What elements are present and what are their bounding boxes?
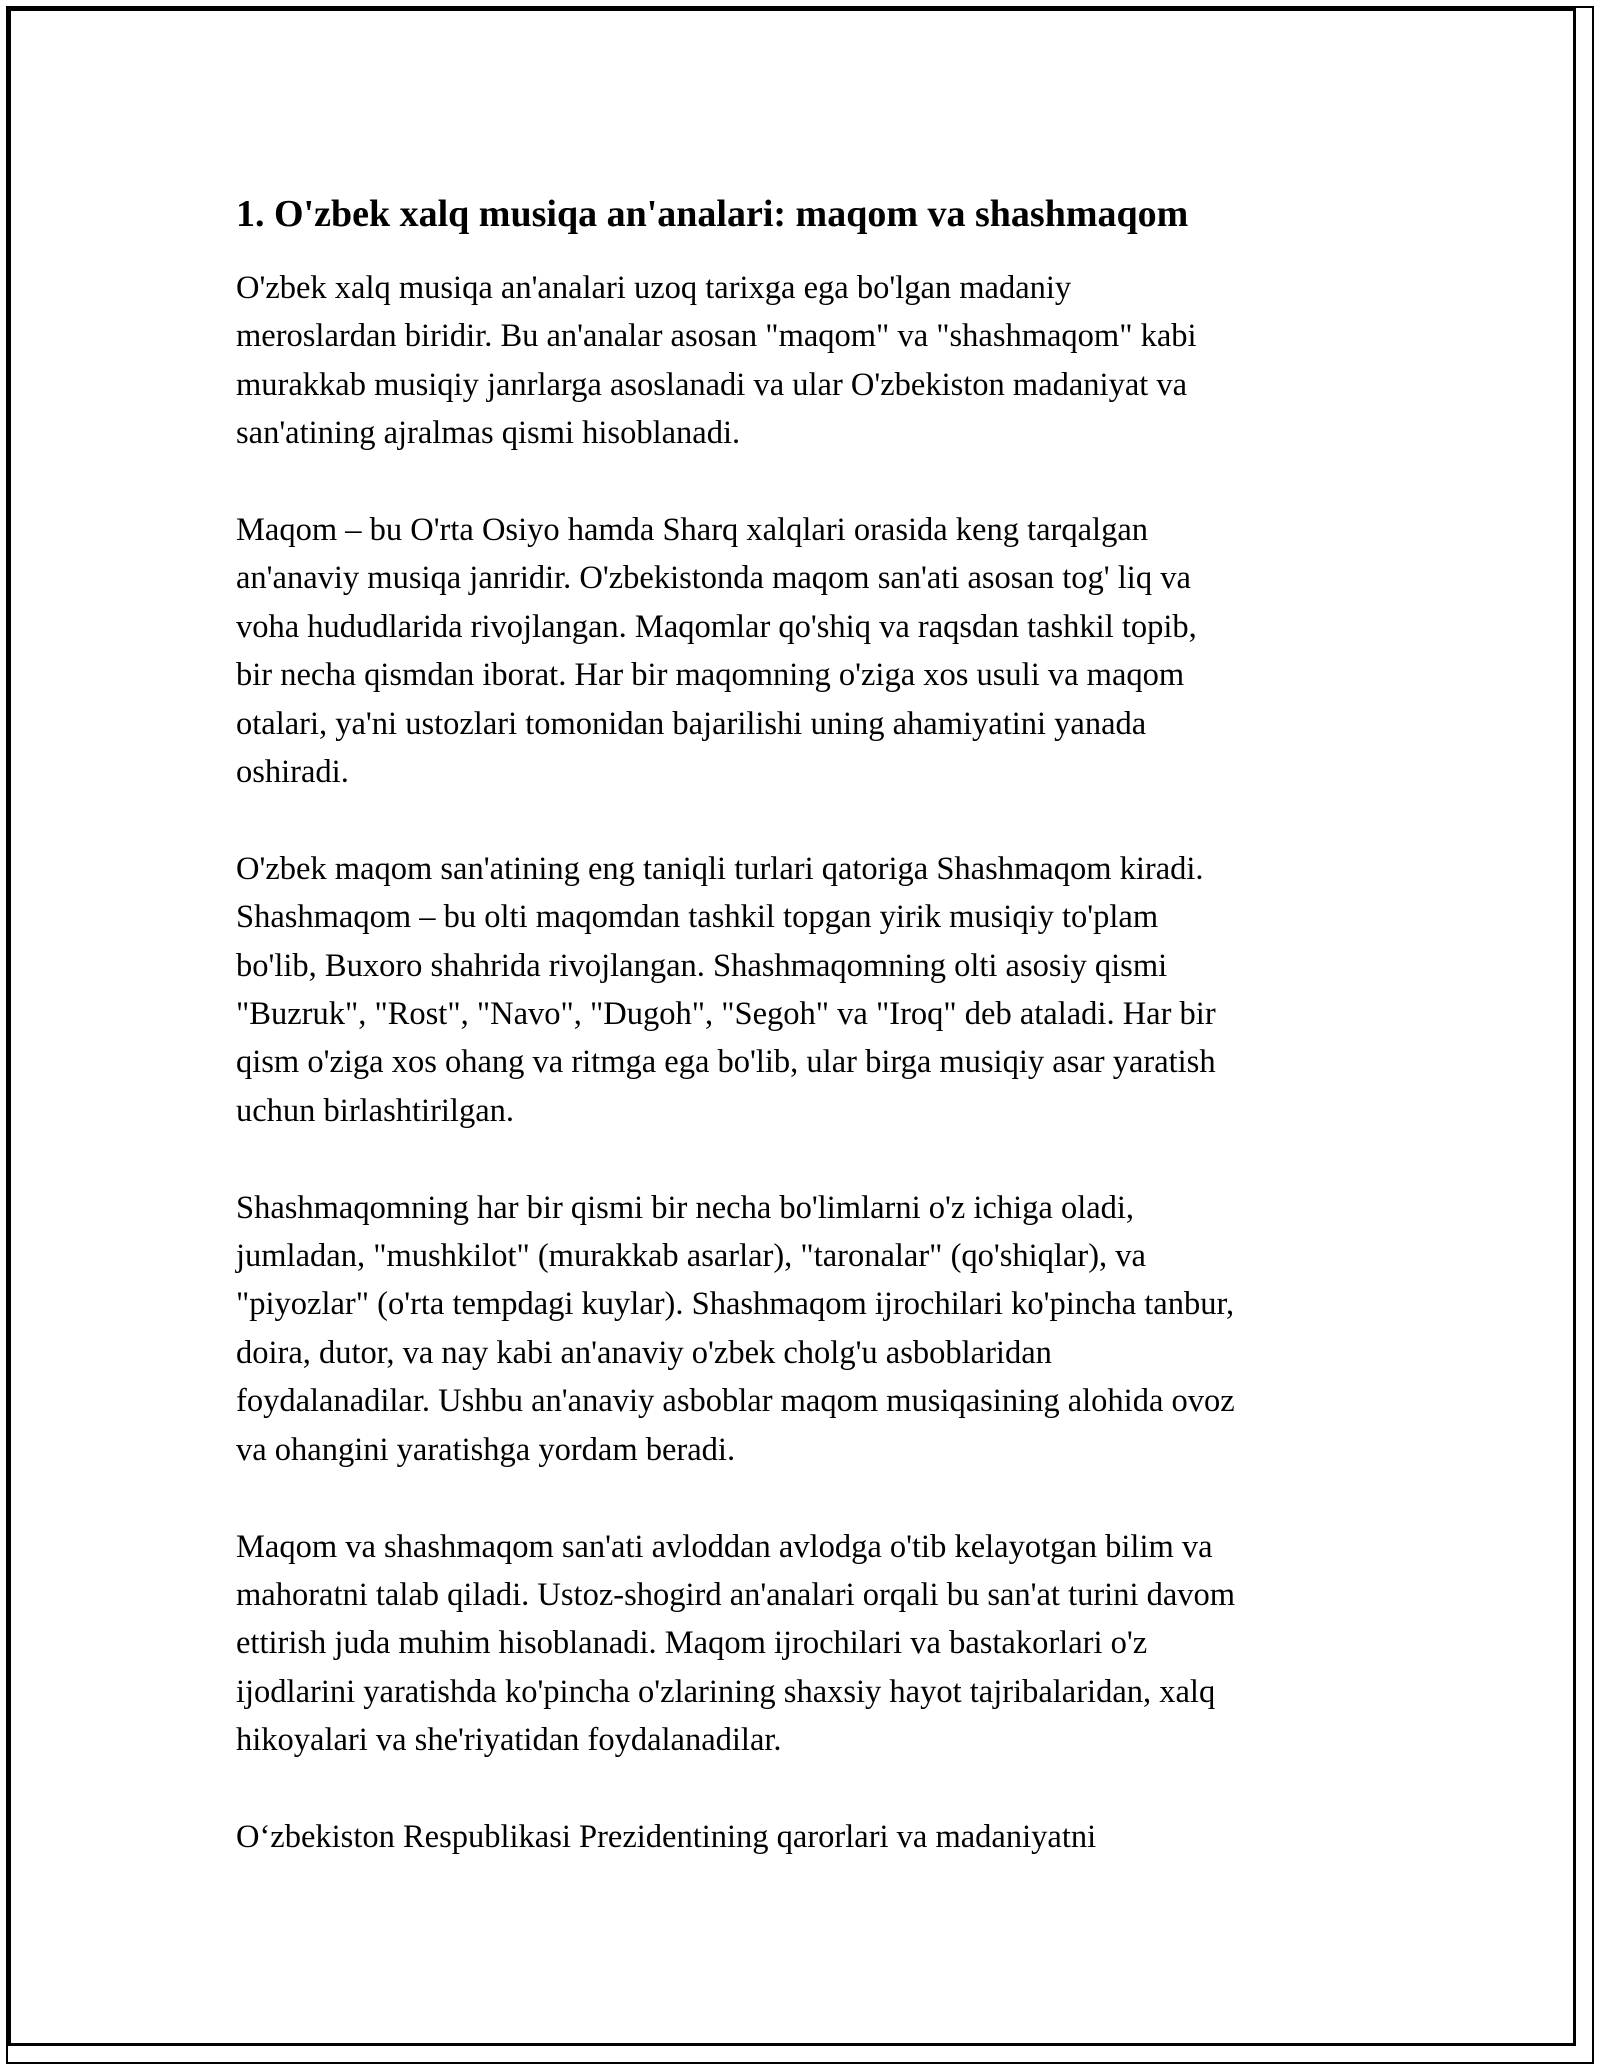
text-line: hikoyalari va she'riyatidan foydalanadilar. xyxy=(236,1722,782,1759)
text-line: Maqom va shashmaqom san'ati avloddan avlodga o'tib kelayotgan bilim va xyxy=(236,1528,1213,1565)
text-line: ijodlarini yaratishda ko'pincha o'zlarining shaxsiy hayot tajribalaridan, xalq xyxy=(236,1673,1216,1710)
text-line: an'anaviy musiqa janridir. O'zbekistonda maqom san'ati asosan tog' liq va xyxy=(236,560,1191,597)
text-line: bo'lib, Buxoro shahrida rivojlangan. Shashmaqomning olti asosiy qismi xyxy=(236,947,1168,984)
text-line: voha hududlarida rivojlangan. Maqomlar qo'shiq va raqsdan tashkil topib, xyxy=(236,608,1197,645)
paragraph xyxy=(236,845,1366,1135)
text-line: meroslardan biridir. Bu an'analar asosan "maqom" va "shashmaqom" kabi xyxy=(236,318,1197,355)
text-line: mahoratni talab qiladi. Ustoz-shogird an'analari orqali bu san'at turini davom xyxy=(236,1576,1236,1613)
text-line: uchun birlashtirilgan. xyxy=(236,1092,514,1129)
text-line: ettirish juda muhim hisoblanadi. Maqom ijrochilari va bastakorlari o'z xyxy=(236,1625,1148,1662)
paragraph xyxy=(236,1523,1366,1765)
text-line: O'zbek xalq musiqa an'analari uzoq tarixga ega bo'lgan madaniy xyxy=(236,270,1072,306)
text-line: oshiradi. xyxy=(236,754,349,791)
text-line: va ohangini yaratishga yordam beradi. xyxy=(236,1431,736,1468)
text-line: murakkab musiqiy janrlarga asoslanadi va ular O'zbekiston madaniyat va xyxy=(236,366,1188,403)
paragraph xyxy=(236,506,1366,796)
document-body xyxy=(236,186,1366,1910)
text-line: qism o'ziga xos ohang va ritmga ega bo'lib, ular birga musiqiy asar yaratish xyxy=(236,1044,1216,1081)
text-line: bir necha qismdan iborat. Har bir maqomning o'ziga xos usuli va maqom xyxy=(236,657,1185,694)
text-line: "piyozlar" (o'rta tempdagi kuylar). Shashmaqom ijrochilari ko'pincha tanbur, xyxy=(236,1286,1235,1323)
paragraph xyxy=(236,264,1366,458)
text-line: Maqom – bu O'rta Osiyo hamda Sharq xalqlari orasida keng tarqalgan xyxy=(236,512,1148,549)
text-line: foydalanadilar. Ushbu an'anaviy asboblar maqom musiqasining alohida ovoz xyxy=(236,1383,1235,1420)
text-line: doira, dutor, va nay kabi an'anaviy o'zbek cholg'u asboblaridan xyxy=(236,1334,1052,1371)
section-heading: 1. O'zbek xalq musiqa an'analari: maqom va shashmaqom xyxy=(236,193,1189,235)
text-line: Shashmaqomning har bir qismi bir necha bo'limlarni o'z ichiga oladi, xyxy=(236,1189,1135,1226)
text-line: Shashmaqom – bu olti maqomdan tashkil topgan yirik musiqiy to'plam xyxy=(236,899,1159,936)
text-line: otalari, ya'ni ustozlari tomonidan bajarilishi uning ahamiyatini yanada xyxy=(236,705,1147,742)
text-line: "Buzruk", "Rost", "Navo", "Dugoh", "Segoh" va "Iroq" deb ataladi. Har bir xyxy=(236,996,1216,1033)
text-line: san'atining ajralmas qismi hisoblanadi. xyxy=(236,415,741,452)
paragraph xyxy=(236,1184,1366,1474)
text-line: jumladan, "mushkilot" (murakkab asarlar), "taronalar" (qo'shiqlar), va xyxy=(236,1238,1146,1275)
text-line: O'zbek maqom san'atining eng taniqli turlari qatoriga Shashmaqom kiradi. xyxy=(236,850,1204,887)
paragraph xyxy=(236,1813,1366,1861)
text-line: O‘zbekiston Respublikasi Prezidentining qarorlari va madaniyatni xyxy=(236,1818,1097,1855)
